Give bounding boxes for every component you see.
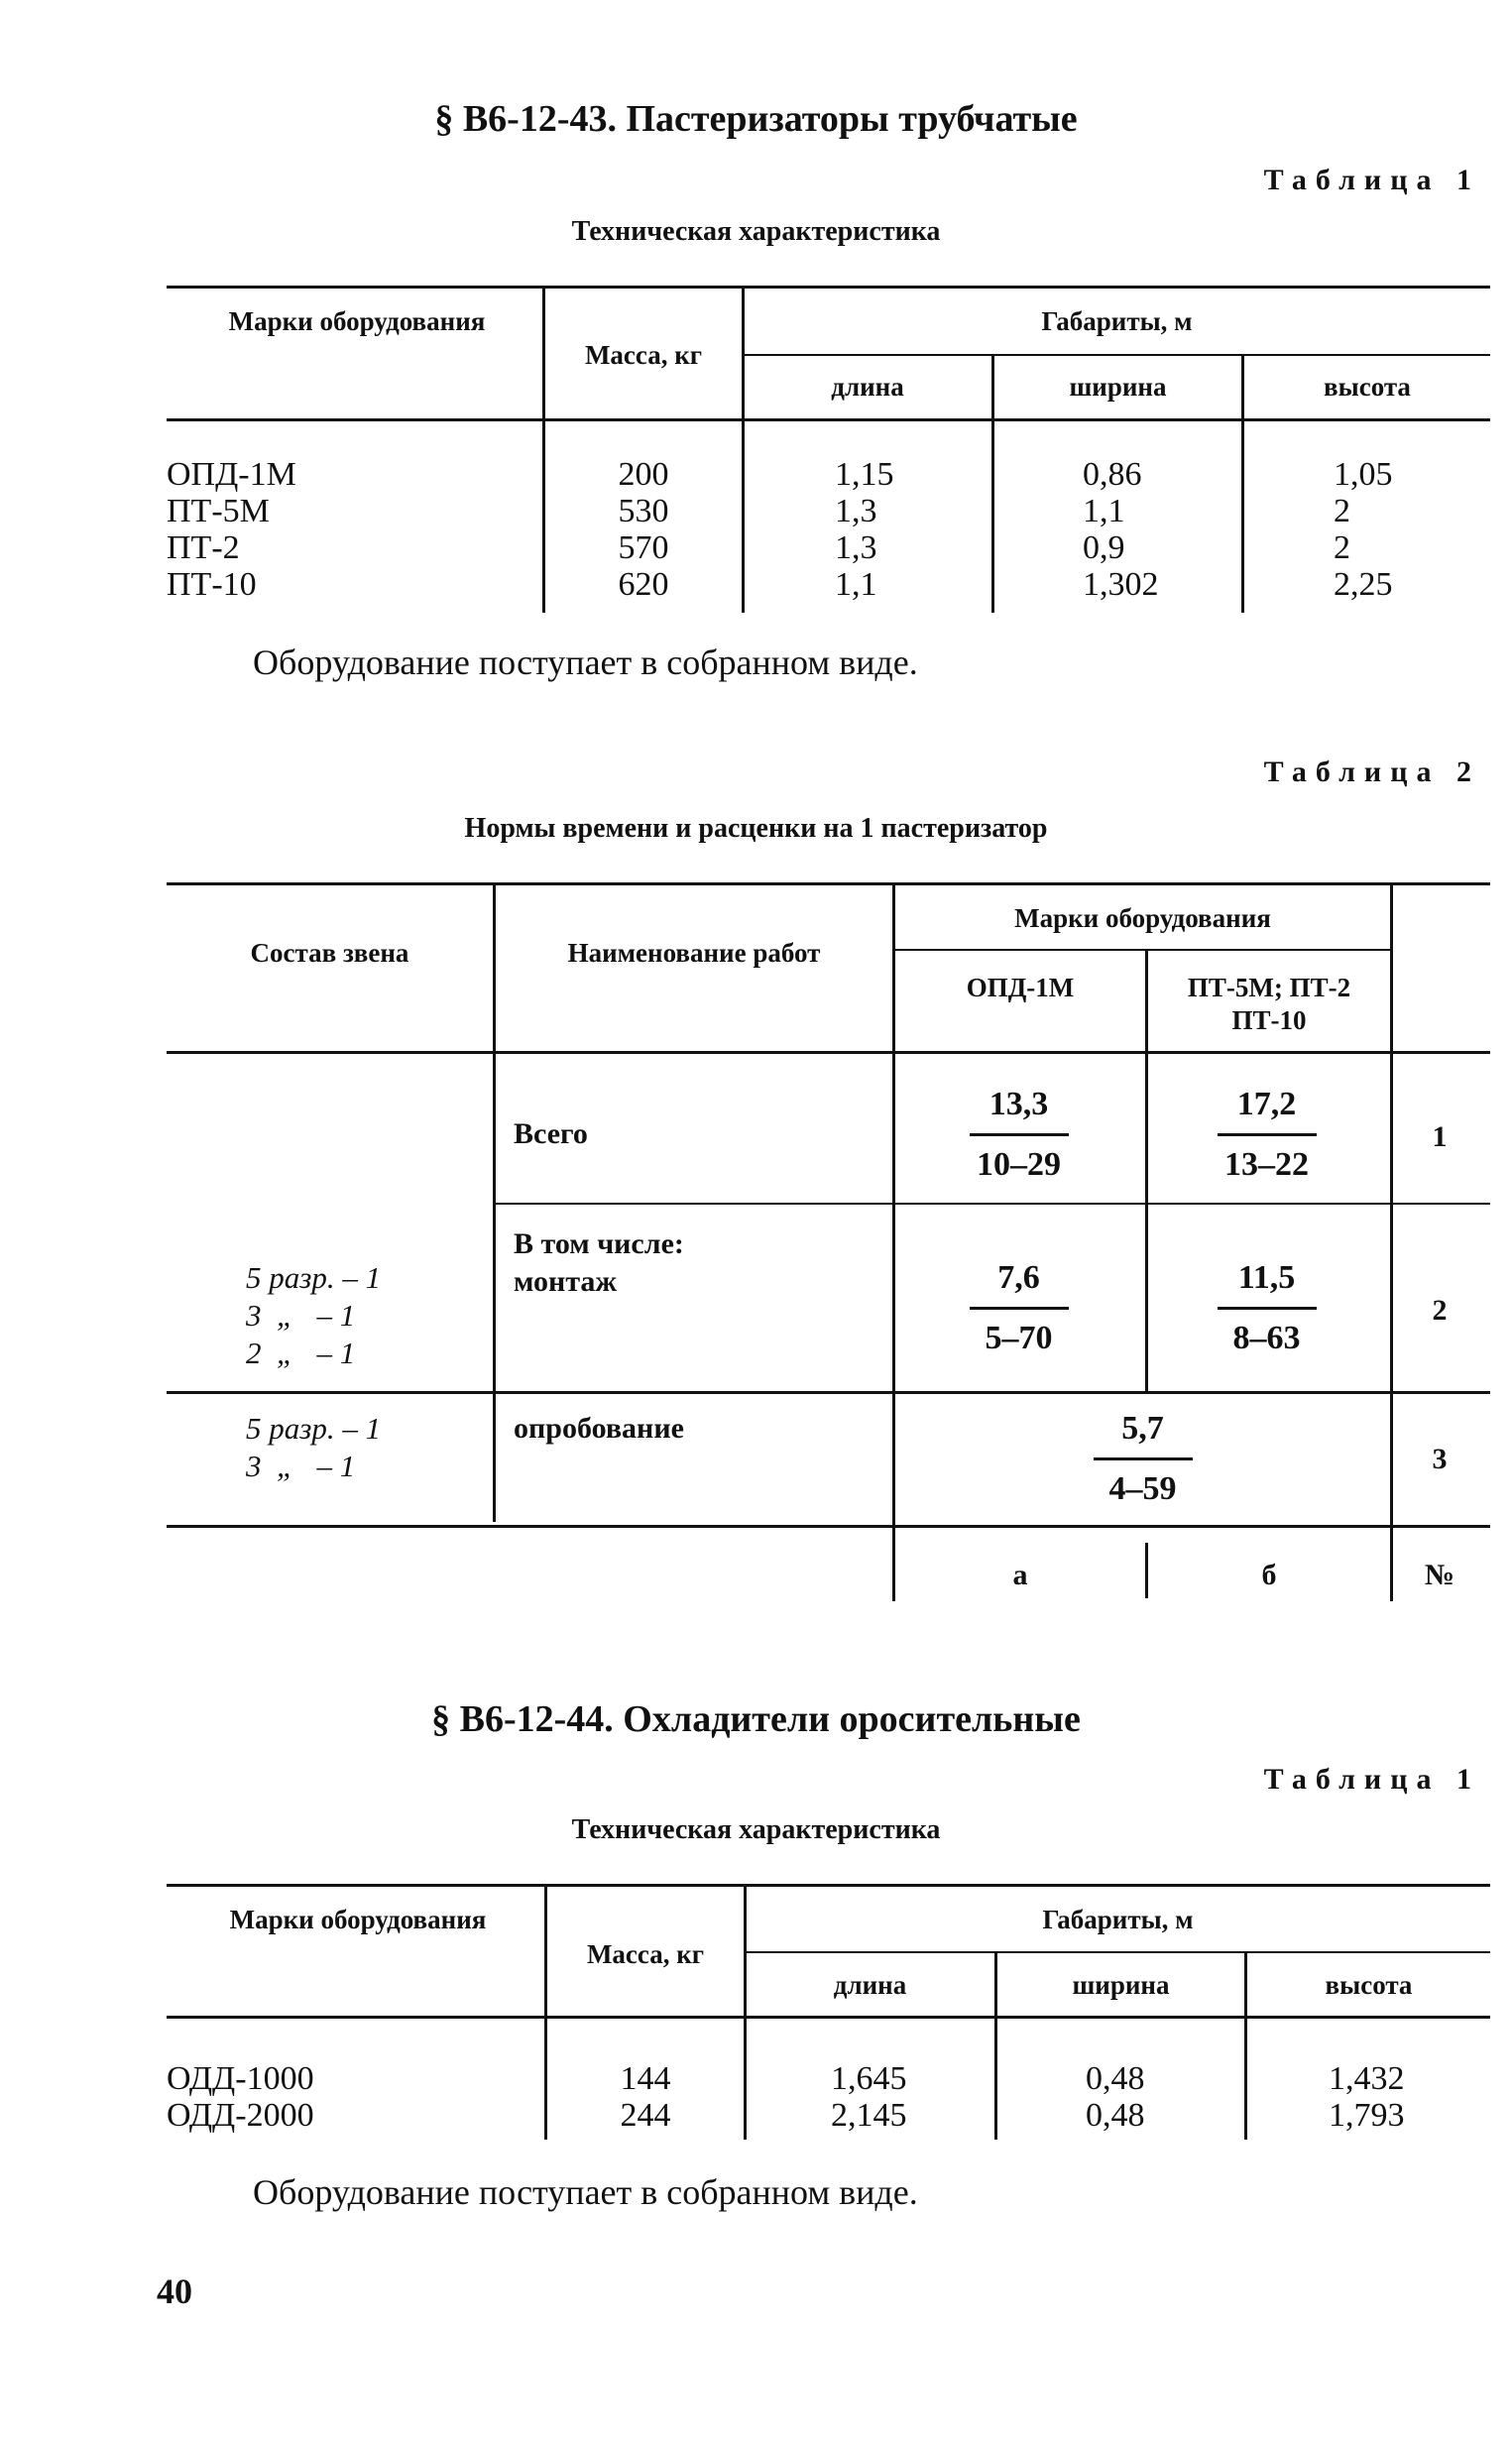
header-height: высота [1324, 372, 1411, 402]
cell-width: 0,48 [1086, 2097, 1145, 2134]
cell-work: В том числе: монтаж [514, 1227, 684, 1298]
table-rule [167, 418, 1490, 421]
norm-rate: 8–63 [1232, 1320, 1301, 1356]
fraction-bar [970, 1307, 1069, 1310]
cell-width: 1,302 [1083, 566, 1159, 603]
header-mass: Масса, кг [584, 340, 703, 370]
table-rule [746, 1951, 1490, 1953]
fraction-bar [1218, 1307, 1317, 1310]
column-key-number: № [1424, 1559, 1455, 1591]
header-dimensions: Габариты, м [1042, 1905, 1194, 1934]
cell-work: опробование [514, 1412, 684, 1445]
norm-fraction [922, 1259, 1115, 1357]
norm-fraction [1046, 1410, 1239, 1508]
cell-mass: 244 [620, 2097, 671, 2134]
fraction-bar [1218, 1133, 1317, 1136]
table-rule [167, 2016, 1490, 2019]
norm-rate: 5–70 [985, 1320, 1053, 1356]
norm-rate: 4–59 [1108, 1470, 1177, 1507]
cell-mass: 144 [620, 2060, 671, 2097]
cell-length: 1,15 [835, 456, 894, 493]
cell-height: 1,432 [1329, 2060, 1405, 2097]
section-title-1: § В6-12-43. Пастеризаторы трубчатые [434, 98, 1078, 140]
header-dimensions: Габариты, м [1041, 306, 1193, 336]
cell-length: 1,1 [835, 566, 877, 603]
header-width: ширина [1072, 1970, 1170, 2000]
header-col-a: ОПД-1М [966, 973, 1075, 1002]
note-1: Оборудование поступает в собранном виде. [253, 642, 918, 682]
table-rule [744, 354, 1490, 356]
cell-brand: ОПД-1М [167, 456, 296, 493]
fraction-bar [970, 1133, 1069, 1136]
table-label-2-1: Таблица 1 [1263, 1763, 1480, 1796]
cell-mass: 620 [618, 566, 669, 603]
row-number: 1 [1432, 1120, 1448, 1153]
cell-mass: 200 [618, 456, 669, 493]
norm-rate: 10–29 [977, 1146, 1061, 1183]
table-caption-1-2: Нормы времени и расценки на 1 пастеризатор [464, 813, 1048, 844]
norm-time: 7,6 [997, 1259, 1040, 1296]
column-divider [1390, 882, 1393, 1601]
column-divider [493, 882, 496, 1522]
note-2: Оборудование поступает в собранном виде. [253, 2172, 918, 2212]
column-key-a: а [1012, 1559, 1028, 1591]
cell-length: 1,3 [835, 493, 877, 529]
cell-width: 0,9 [1083, 529, 1125, 566]
cell-crew: 5 разр. – 1 3 „ – 1 [246, 1411, 382, 1483]
header-length: длина [833, 1970, 907, 2000]
header-brand: Марки оборудования [229, 1905, 487, 1934]
table-caption-1-1: Техническая характеристика [571, 216, 941, 247]
header-width: ширина [1069, 372, 1167, 402]
header-brands: Марки оборудования [1014, 903, 1271, 933]
norm-time: 5,7 [1121, 1410, 1164, 1447]
cell-width: 0,48 [1086, 2060, 1145, 2097]
cell-height: 2 [1334, 529, 1350, 566]
header-height: высота [1325, 1970, 1413, 2000]
cell-height: 2,25 [1334, 566, 1393, 603]
row-number: 3 [1432, 1443, 1448, 1475]
cell-height: 1,05 [1334, 456, 1393, 493]
cell-brand: ОДД-2000 [167, 2097, 314, 2134]
cell-width: 0,86 [1083, 456, 1142, 493]
cell-brand: ПТ-10 [167, 566, 257, 603]
norm-fraction [922, 1086, 1115, 1184]
cell-height: 2 [1334, 493, 1350, 529]
cell-mass: 570 [618, 529, 669, 566]
section-title-2: § В6-12-44. Охладители оросительные [431, 1698, 1081, 1740]
cell-brand: ПТ-5М [167, 493, 270, 529]
norm-time: 11,5 [1237, 1259, 1296, 1296]
norm-time: 17,2 [1236, 1086, 1297, 1122]
table-rule [167, 1051, 1490, 1054]
table-rule [167, 882, 1490, 885]
cell-length: 1,645 [831, 2060, 907, 2097]
header-col-b: ПТ-5М; ПТ-2 ПТ-10 [1187, 973, 1351, 1035]
cell-crew: 5 разр. – 1 3 „ – 1 2 „ – 1 [246, 1260, 382, 1370]
table-rule [167, 1525, 1490, 1528]
header-work: Наименование работ [567, 938, 821, 968]
header-mass: Масса, кг [586, 1939, 705, 1969]
table-rule [167, 1884, 1490, 1887]
column-divider [1145, 949, 1148, 1391]
norm-time: 13,3 [989, 1086, 1049, 1122]
column-key-b: б [1261, 1559, 1277, 1591]
row-number: 2 [1432, 1294, 1448, 1327]
table-rule [167, 286, 1490, 289]
norm-fraction [1170, 1259, 1363, 1357]
table-rule [894, 949, 1390, 951]
norm-fraction [1170, 1086, 1363, 1184]
table-label-1-1: Таблица 1 [1263, 164, 1480, 196]
cell-length: 1,3 [835, 529, 877, 566]
cell-brand: ПТ-2 [167, 529, 240, 566]
header-brand: Марки оборудования [228, 306, 486, 336]
table-label-1-2: Таблица 2 [1263, 756, 1480, 788]
cell-mass: 530 [618, 493, 669, 529]
table-rule [496, 1203, 1490, 1205]
fraction-bar [1094, 1457, 1193, 1460]
cell-brand: ОДД-1000 [167, 2060, 314, 2097]
table-caption-2-1: Техническая характеристика [571, 1814, 941, 1845]
cell-work: Всего [514, 1117, 588, 1150]
header-crew: Состав звена [250, 938, 409, 968]
norm-rate: 13–22 [1224, 1146, 1309, 1183]
header-length: длина [831, 372, 904, 402]
table-rule [167, 1391, 1490, 1394]
page-number: 40 [157, 2271, 192, 2311]
cell-length: 2,145 [831, 2097, 907, 2134]
cell-width: 1,1 [1083, 493, 1125, 529]
cell-height: 1,793 [1329, 2097, 1405, 2134]
